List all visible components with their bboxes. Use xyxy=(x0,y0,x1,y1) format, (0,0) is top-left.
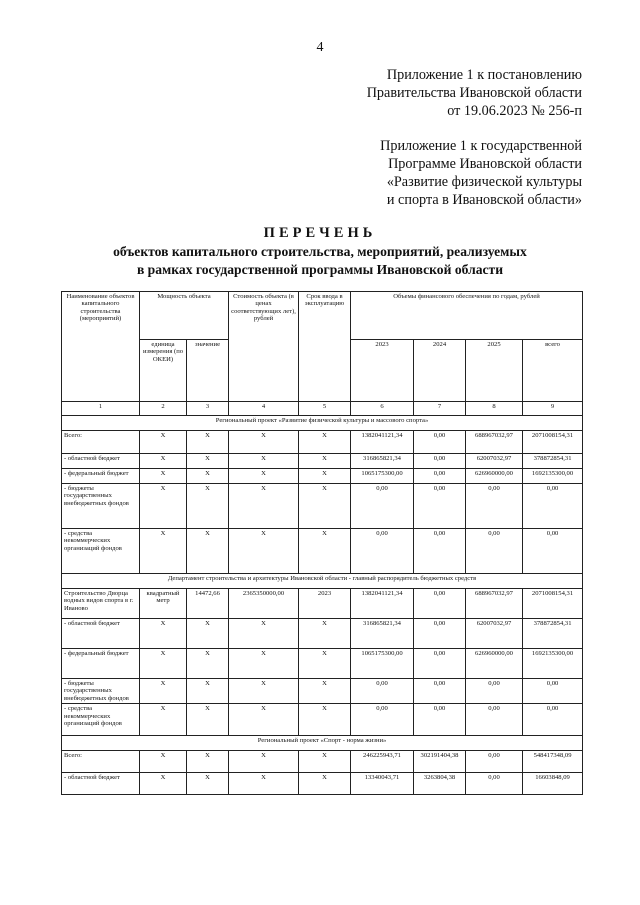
data-cell: 0,00 xyxy=(466,679,523,704)
column-number: 3 xyxy=(187,402,229,416)
data-cell: 0,00 xyxy=(351,484,414,529)
subtitle-line: объектов капитального строительства, мероприятий, реализуемых xyxy=(113,244,527,259)
table-row xyxy=(62,431,583,454)
data-cell: Х xyxy=(229,469,299,484)
data-cell: Х xyxy=(140,679,187,704)
data-cell: 13340043,71 xyxy=(351,773,414,795)
data-cell: 0,00 xyxy=(351,704,414,736)
column-numbers-row xyxy=(62,402,583,416)
data-cell: 2365350000,00 xyxy=(229,589,299,619)
data-cell: 0,00 xyxy=(414,469,466,484)
data-cell: 0,00 xyxy=(414,529,466,574)
row-label-cell: - средства некоммерческих организаций фондов xyxy=(62,704,140,736)
document-title: ПЕРЕЧЕНЬ xyxy=(263,225,377,241)
data-cell: 0,00 xyxy=(414,431,466,454)
data-cell: Х xyxy=(299,484,351,529)
data-cell: 0,00 xyxy=(414,619,466,649)
data-cell: 2071008154,31 xyxy=(523,589,583,619)
table-row xyxy=(62,589,583,619)
appendix1-line: Правительства Ивановской области xyxy=(366,85,582,101)
column-number: 7 xyxy=(414,402,466,416)
row-label-cell: - бюджеты государственных внебюджетных фондов xyxy=(62,484,140,529)
data-cell: Х xyxy=(140,431,187,454)
data-cell: Х xyxy=(140,751,187,773)
data-cell: Х xyxy=(299,679,351,704)
data-cell: Х xyxy=(299,751,351,773)
data-cell: 316865821,34 xyxy=(351,619,414,649)
data-cell: 0,00 xyxy=(414,704,466,736)
data-cell: Х xyxy=(187,773,229,795)
data-cell: 548417348,09 xyxy=(523,751,583,773)
data-cell: Х xyxy=(187,619,229,649)
appendix-reference-program xyxy=(380,137,582,209)
header-total: всего xyxy=(523,340,583,402)
data-cell: 0,00 xyxy=(351,679,414,704)
data-cell: Х xyxy=(229,704,299,736)
data-cell: Х xyxy=(229,751,299,773)
data-cell: Х xyxy=(140,649,187,679)
header-year-2025: 2025 xyxy=(466,340,523,402)
data-cell: Х xyxy=(187,469,229,484)
data-cell: 626960000,00 xyxy=(466,469,523,484)
data-cell: Х xyxy=(140,773,187,795)
data-cell: Х xyxy=(187,649,229,679)
data-cell: 1692135300,00 xyxy=(523,469,583,484)
data-cell: 1065175300,00 xyxy=(351,649,414,679)
data-cell: Х xyxy=(229,619,299,649)
column-number: 1 xyxy=(62,402,140,416)
data-cell: 0,00 xyxy=(523,679,583,704)
column-number: 8 xyxy=(466,402,523,416)
table-body xyxy=(62,416,583,795)
data-cell: Х xyxy=(140,484,187,529)
section-title: Департамент строительства и архитектуры Ивановской области - главный распорядитель бюджетных средств xyxy=(62,574,583,589)
table-row xyxy=(62,484,583,529)
data-cell: квадратный метр xyxy=(140,589,187,619)
row-label-cell: - федеральный бюджет xyxy=(62,469,140,484)
appendix2-line: и спорта в Ивановской области» xyxy=(386,192,582,208)
table-row xyxy=(62,469,583,484)
header-unit: единица измерения (по ОКЕИ) xyxy=(140,340,187,402)
data-cell: Х xyxy=(299,704,351,736)
data-cell: 16603848,09 xyxy=(523,773,583,795)
data-cell: 0,00 xyxy=(523,704,583,736)
data-cell: Х xyxy=(299,773,351,795)
data-cell: 0,00 xyxy=(414,484,466,529)
section-title: Региональный проект «Спорт - норма жизни» xyxy=(62,736,583,751)
data-cell: 688967032,97 xyxy=(466,431,523,454)
column-number: 2 xyxy=(140,402,187,416)
data-cell: 0,00 xyxy=(414,589,466,619)
data-cell: 0,00 xyxy=(414,454,466,469)
data-cell: Х xyxy=(299,469,351,484)
appendix1-line: от 19.06.2023 № 256-п xyxy=(447,103,582,119)
row-label-cell: - средства некоммерческих организаций фондов xyxy=(62,529,140,574)
table-row xyxy=(62,773,583,795)
appendix-reference-decree xyxy=(367,66,582,120)
data-cell: Х xyxy=(187,529,229,574)
appendix2-line: «Развитие физической культуры xyxy=(386,174,582,190)
data-cell: Х xyxy=(229,773,299,795)
data-cell: 378872854,31 xyxy=(523,619,583,649)
document-subtitle xyxy=(0,243,640,279)
data-cell: 2071008154,31 xyxy=(523,431,583,454)
header-deadline: Срок ввода в эксплуатацию xyxy=(299,292,351,402)
data-cell: 0,00 xyxy=(414,679,466,704)
header-year-2023: 2023 xyxy=(351,340,414,402)
section-title: Региональный проект «Развитие физической культуры и массового спорта» xyxy=(62,416,583,431)
data-cell: 0,00 xyxy=(351,529,414,574)
objects-table xyxy=(61,291,583,795)
header-value: значение xyxy=(187,340,229,402)
data-cell: 302191404,38 xyxy=(414,751,466,773)
data-cell: Х xyxy=(187,454,229,469)
data-cell: 1065175300,00 xyxy=(351,469,414,484)
data-cell: Х xyxy=(187,704,229,736)
data-cell: Х xyxy=(299,454,351,469)
row-label-cell: - федеральный бюджет xyxy=(62,649,140,679)
data-cell: 1382041121,34 xyxy=(351,589,414,619)
data-cell: 1382041121,34 xyxy=(351,431,414,454)
table-header xyxy=(62,292,583,416)
data-cell: 316865821,34 xyxy=(351,454,414,469)
data-cell: Х xyxy=(187,484,229,529)
row-label-cell: Строительство Дворца водных видов спорта в г. Иваново xyxy=(62,589,140,619)
data-cell: 62007032,97 xyxy=(466,454,523,469)
data-cell: 0,00 xyxy=(523,529,583,574)
data-cell: Х xyxy=(229,431,299,454)
data-cell: 2023 xyxy=(299,589,351,619)
data-cell: Х xyxy=(140,454,187,469)
data-cell: 0,00 xyxy=(523,484,583,529)
table-row xyxy=(62,751,583,773)
table-row xyxy=(62,454,583,469)
section-row xyxy=(62,416,583,431)
data-cell: Х xyxy=(140,704,187,736)
data-cell: 0,00 xyxy=(414,649,466,679)
subtitle-line: в рамках государственной программы Ивановской области xyxy=(136,262,504,277)
data-cell: Х xyxy=(187,679,229,704)
data-cell: Х xyxy=(229,649,299,679)
data-cell: 626960000,00 xyxy=(466,649,523,679)
data-cell: 1692135300,00 xyxy=(523,649,583,679)
section-row xyxy=(62,736,583,751)
header-name: Наименование объектов капитального строительства (мероприятий) xyxy=(62,292,140,402)
row-label-cell: Всего: xyxy=(62,431,140,454)
data-cell: Х xyxy=(229,529,299,574)
row-label-cell: - бюджеты государственных внебюджетных фондов xyxy=(62,679,140,704)
row-label-cell: - областной бюджет xyxy=(62,454,140,469)
data-cell: Х xyxy=(299,619,351,649)
header-volumes: Объемы финансового обеспечения по годам, рублей xyxy=(351,292,583,340)
header-cost: Стоимость объекта (в ценах соответствующих лет), рублей xyxy=(229,292,299,402)
column-number: 4 xyxy=(229,402,299,416)
data-cell: Х xyxy=(299,431,351,454)
row-label-cell: Всего: xyxy=(62,751,140,773)
data-cell: 0,00 xyxy=(466,751,523,773)
section-row xyxy=(62,574,583,589)
column-number: 9 xyxy=(523,402,583,416)
data-cell: Х xyxy=(187,751,229,773)
data-cell: 0,00 xyxy=(466,484,523,529)
data-cell: Х xyxy=(229,679,299,704)
data-cell: 0,00 xyxy=(466,704,523,736)
page-number: 4 xyxy=(316,40,324,55)
table-row xyxy=(62,529,583,574)
table-row xyxy=(62,649,583,679)
appendix2-line: Приложение 1 к государственной xyxy=(380,138,582,154)
row-label-cell: - областной бюджет xyxy=(62,773,140,795)
data-cell: Х xyxy=(229,484,299,529)
data-cell: 0,00 xyxy=(466,773,523,795)
row-label-cell: - областной бюджет xyxy=(62,619,140,649)
table-row xyxy=(62,704,583,736)
data-cell: 62007032,97 xyxy=(466,619,523,649)
data-cell: Х xyxy=(140,529,187,574)
data-cell: Х xyxy=(299,529,351,574)
data-cell: 688967032,97 xyxy=(466,589,523,619)
table-row xyxy=(62,679,583,704)
data-cell: 0,00 xyxy=(466,529,523,574)
data-cell: Х xyxy=(187,431,229,454)
data-cell: 14472,66 xyxy=(187,589,229,619)
data-cell: 378872854,31 xyxy=(523,454,583,469)
data-cell: Х xyxy=(299,649,351,679)
data-cell: Х xyxy=(140,469,187,484)
data-cell: 246225943,71 xyxy=(351,751,414,773)
data-cell: Х xyxy=(140,619,187,649)
data-cell: Х xyxy=(229,454,299,469)
column-number: 6 xyxy=(351,402,414,416)
header-year-2024: 2024 xyxy=(414,340,466,402)
appendix2-line: Программе Ивановской области xyxy=(388,156,582,172)
header-capacity: Мощность объекта xyxy=(140,292,229,340)
appendix1-line: Приложение 1 к постановлению xyxy=(386,67,582,83)
table-row xyxy=(62,619,583,649)
column-number: 5 xyxy=(299,402,351,416)
data-cell: 3263804,38 xyxy=(414,773,466,795)
